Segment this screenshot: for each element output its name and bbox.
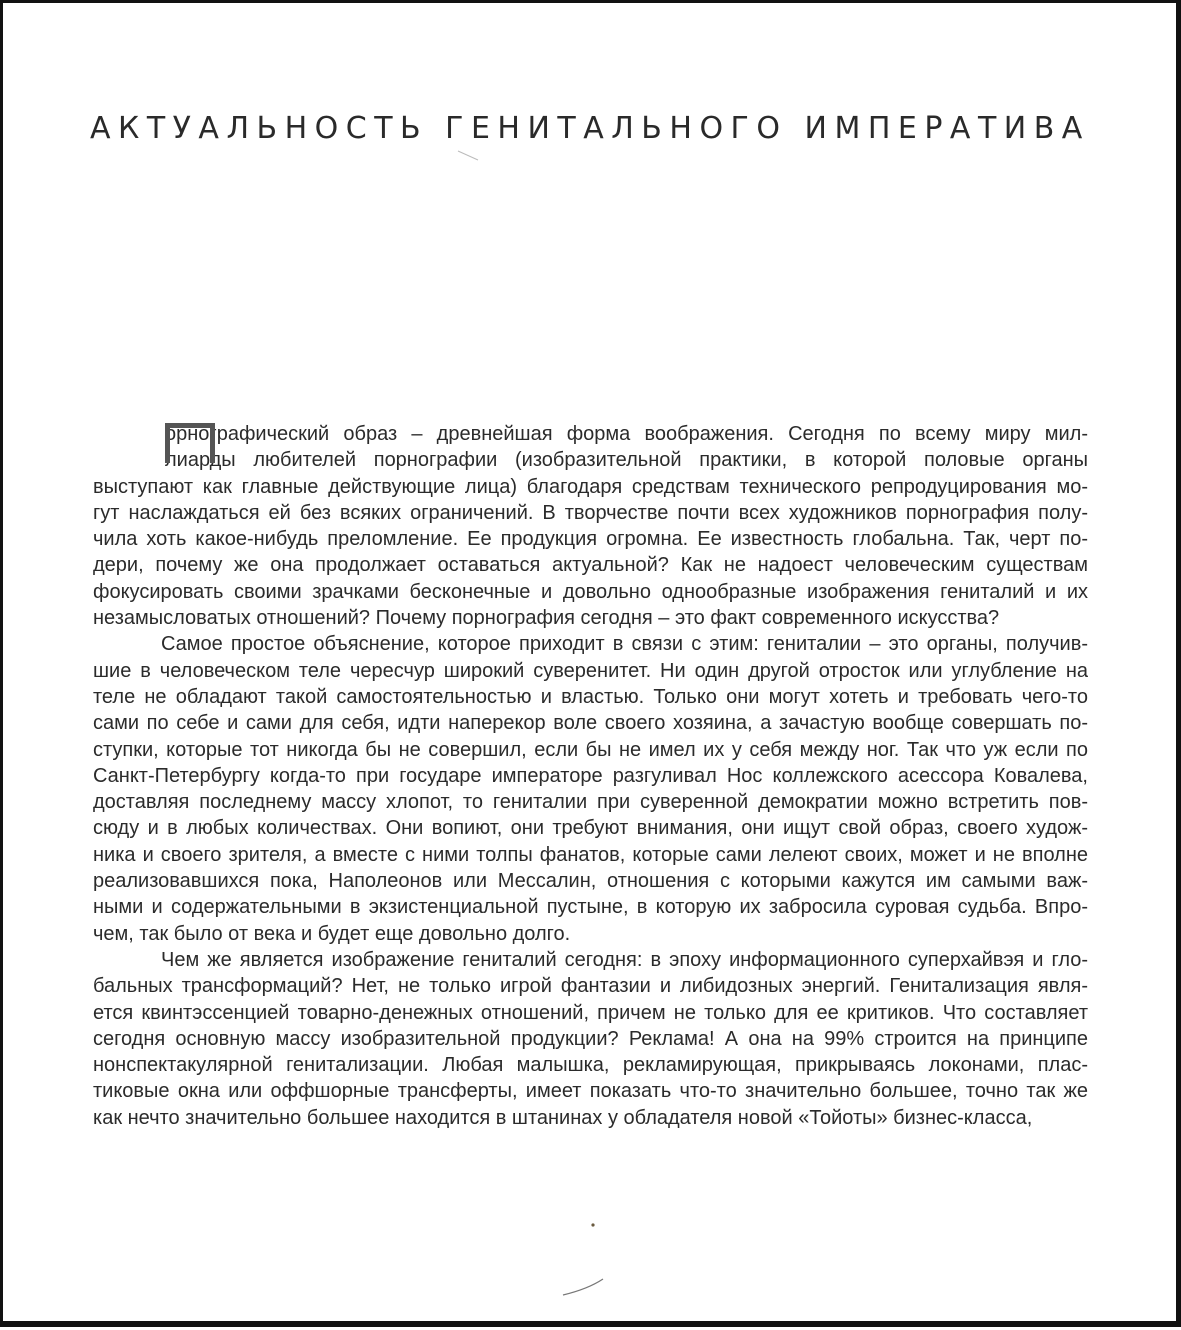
paragraph-1 — [93, 421, 1088, 631]
text-line: Санкт-Петербургу когда-то при государе императоре разгуливал Нос коллежского асессора Ковалева, — [93, 764, 1088, 787]
text-line: незамысловатых отношений? Почему порнография сегодня – это факт современного искусства? — [93, 607, 1000, 630]
text-line: Чем же является изображение гениталий сегодня: в эпоху информационного суперхайвэя и гло- — [161, 948, 1088, 971]
text-line: сами по себе и сами для себя, идти наперекор воле своего хозяина, а зачастую вообще совершать по- — [93, 712, 1088, 735]
page-title: АКТУАЛЬНОСТЬ ГЕНИТАЛЬНОГО ИМПЕРАТИВА — [90, 111, 1090, 146]
text-line: нонспектакулярной генитализации. Любая малышка, рекламирующая, прикрываясь локонами, плас- — [93, 1054, 1088, 1077]
text-line: теле не обладают такой самостоятельностью и властью. Только они могут хотеть и требовать чего-то — [93, 685, 1088, 708]
text-line: доставляя последнему массу хлопот, то гениталии при суверенной демократии можно встретить пов- — [93, 791, 1088, 814]
article-body — [93, 421, 1088, 1131]
text-line: чем, так было от века и будет еще довольно долго. — [93, 922, 571, 945]
text-line: гут наслаждаться ей без всяких ограничений. В творчестве почти всех художников порнография полу- — [93, 501, 1088, 524]
paragraph-3 — [93, 947, 1088, 1131]
text-line: ными и содержательными в экзистенциальной пустыне, в которую их забросила суровая судьба. Впро- — [93, 896, 1088, 919]
drop-cap — [165, 423, 215, 463]
text-line: фокусировать своими зрачками бесконечные и довольно однообразные изображения гениталий и их — [93, 580, 1088, 603]
text-line: ется квинтэссенцией товарно-денежных отношений, причем не только для ее критиков. Что составляет — [93, 1001, 1088, 1024]
text-line: лиарды любителей порнографии (изобразительной практики, в которой половые органы — [165, 449, 1088, 472]
text-line: реализовавшихся пока, Наполеонов или Мессалин, отношения с которыми кажутся им самыми важ- — [93, 870, 1088, 893]
text-line: шие в человеческом теле чересчур широкий суверенитет. Ни один другой отросток или углубление на — [93, 659, 1088, 682]
text-line: тиковые окна или оффшорные трансферты, имеет показать что-то значительно большее, точно так же — [93, 1080, 1088, 1103]
text-line: Самое простое объяснение, которое приходит в связи с этим: гениталии – это органы, получив- — [161, 633, 1088, 656]
text-line: ника и своего зрителя, а вместе с ними толпы фанатов, которые сами лелеют своих, может и не вполне — [93, 843, 1088, 866]
text-line: сегодня основную массу изобразительной продукции? Реклама! А она на 99% строится на принципе — [93, 1027, 1088, 1050]
text-line: орнографический образ – древнейшая форма воображения. Сегодня по всему миру мил- — [165, 423, 1088, 445]
text-line: как нечто значительно большее находится в штанинах у обладателя новой «Тойоты» бизнес-класса, — [93, 1106, 1033, 1129]
text-line: выступают как главные действующие лица) благодаря средствам технического репродуцирования мо- — [93, 475, 1088, 498]
text-line: ступки, которые тот никогда бы не совершил, если бы не имел их у себя между ног. Так что уж если по — [93, 738, 1088, 761]
text-line: дери, почему же она продолжает оставаться актуальной? Как не надоест человеческим существам — [93, 554, 1088, 577]
text-line: бальных трансформаций? Нет, не только игрой фантазии и либидозных энергий. Генитализация явля- — [93, 975, 1088, 998]
drop-cap-letter — [170, 428, 171, 429]
text-line: чила хоть какое-нибудь преломление. Ее продукция огромна. Ее известность глобальна. Так, черт по- — [93, 528, 1088, 551]
paragraph-2 — [93, 631, 1088, 947]
text-line: сюду и в любых количествах. Они вопиют, они требуют внимания, они ищут свой образ, своего худож- — [93, 817, 1088, 840]
